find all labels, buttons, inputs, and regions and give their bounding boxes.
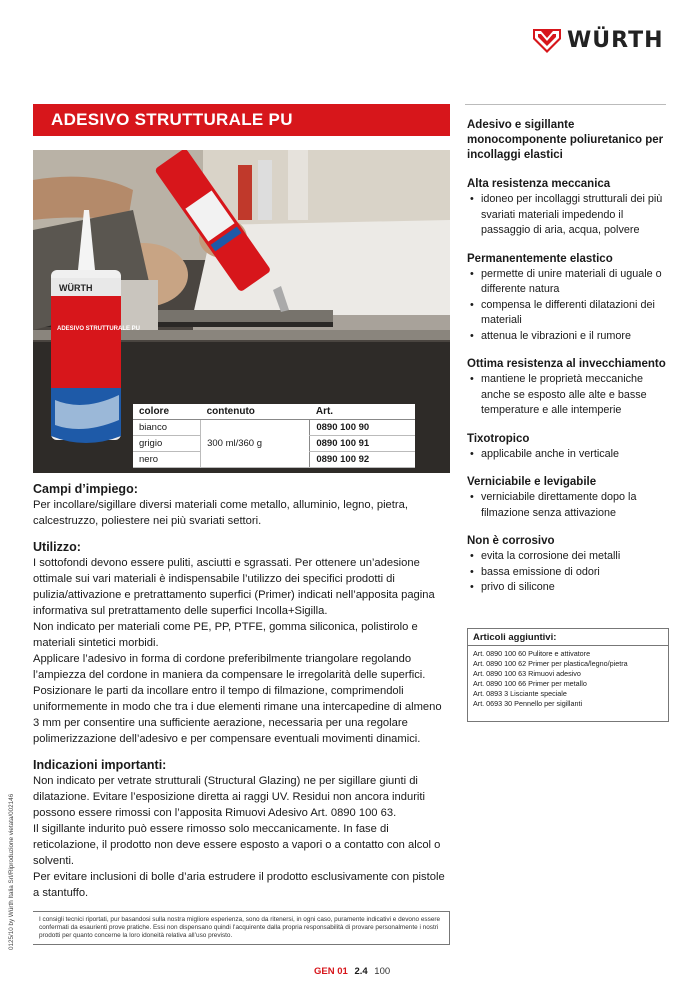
top-rule (465, 104, 666, 105)
row-art: 0890 100 91 (310, 436, 415, 452)
feature-item: • mantiene le proprietà meccaniche anche se esposto alle alte e basse temperature e alle intemperie (467, 372, 667, 419)
header-contenuto: contenuto (201, 404, 310, 420)
cartridge-brand: WÜRTH (59, 283, 93, 293)
row-colore: grigio (133, 436, 201, 452)
list-item: Art. 0893 3 Lisciante speciale (473, 689, 567, 698)
wurth-logo (533, 28, 664, 53)
feature-heading: Non è corrosivo (467, 535, 555, 547)
row-colore: bianco (133, 420, 201, 436)
title-bar (33, 104, 450, 136)
feature-heading: Ottima resistenza al invecchiamento (467, 358, 666, 370)
campi-text: Per incollare/sigillare diversi materiali come metallo, alluminio, legno, pietra, calcestruzzo, poliestere nei più svariati settori. (33, 499, 408, 527)
feature-block (467, 252, 667, 345)
feature-block (467, 177, 667, 239)
spec-table (133, 404, 415, 468)
right-column (467, 118, 667, 609)
feature-item: • evita la corrosione dei metalli (467, 549, 667, 565)
list-item: Art. 0890 100 62 Primer per plastica/legno/pietra (473, 659, 628, 668)
indicazioni-paragraph: Per evitare inclusioni di bolle d’aria estrudere il prodotto esclusivamente con pistole a stantuffo. (33, 871, 445, 899)
articoli-heading: Articoli aggiuntivi: (468, 629, 668, 646)
feature-block (467, 534, 667, 596)
table-row (133, 420, 415, 436)
row-art: 0890 100 90 (310, 420, 415, 436)
product-intro: Adesivo e sigillante monocomponente poliuretanico per incollaggi elastici (467, 119, 664, 161)
feature-heading: Permanentemente elastico (467, 252, 613, 265)
indicazioni-heading: Indicazioni importanti: (33, 758, 167, 772)
feature-item: • verniciabile direttamente dopo la filmazione senza attivazione (467, 490, 667, 521)
section-number: 2.4 (354, 966, 368, 977)
spec-table-header (133, 404, 415, 420)
feature-block (467, 432, 667, 463)
cartridge-label: ADESIVO STRUTTURALE PU (57, 326, 141, 332)
page-index: 100 (374, 966, 391, 977)
list-item: Art. 0890 100 60 Pulitore e attivatore (473, 649, 591, 658)
copyright-note: 0125/10 by Würth Italia Srl/Riproduzione vietata/002146 (8, 793, 15, 950)
utilizzo-paragraph: Applicare l’adesivo in forma di cordone preferibilmente triangolare regolando l’ampiezza del cordone in maniera da compensare le irregolarità delle superfici. Posizionare le parti da incollare entro il tempo di filmazione, comprimendoli uniformemente in modo che tra i due elementi rimane una intercapedine di almeno 3 mm per consentire una sufficiente aerazione, necessaria per una regolare polimerizzazione dell’adesivo e per compensare eventuali movimenti dinamici. (33, 653, 442, 745)
wurth-logo-icon (533, 29, 561, 53)
feature-block (467, 357, 667, 419)
list-item: Art. 0890 100 66 Primer per metallo (473, 679, 587, 688)
feature-heading: Alta resistenza meccanica (467, 178, 611, 190)
row-colore: nero (133, 452, 201, 468)
header-colore: colore (133, 404, 201, 420)
utilizzo-paragraph: I sottofondi devono essere puliti, asciutti e sgrassati. Per ottenere un’adesione ottimale sui vari materiali è indispensabile l’utilizzo dei specifici prodotti di pulizia/attivazione e pretrattamento superfici (Primer) indicati nell’apposita pagina informativa sul pretrattamento delle superfici Incolla+Sigilla. (33, 557, 435, 617)
feature-item: • attenua le vibrazioni e il rumore (467, 329, 667, 345)
row-art: 0890 100 92 (310, 452, 415, 468)
section-indicazioni (33, 757, 450, 901)
header-art: Art. (310, 404, 415, 420)
feature-block (467, 475, 667, 521)
list-item: Art. 0693 30 Pennello per sigillanti (473, 699, 583, 708)
brand-name: WÜRTH (567, 28, 664, 53)
feature-heading: Verniciabile e levigabile (467, 476, 597, 488)
feature-item: • permette di unire materiali di uguale o differente natura (467, 267, 667, 298)
utilizzo-heading: Utilizzo: (33, 540, 81, 554)
section-code: GEN 01 (314, 966, 348, 977)
row-contenuto: 300 ml/360 g (201, 420, 310, 468)
campi-heading: Campi d’impiego: (33, 482, 138, 496)
feature-item: • compensa le differenti dilatazioni dei materiali (467, 298, 667, 329)
articoli-box (467, 628, 669, 722)
page-number (314, 966, 390, 977)
indicazioni-paragraph: Non indicato per vetrate strutturali (Structural Glazing) ne per sigillare giunti di dilatazione. Evitare l’esposizione diretta ai raggi UV. Residui non ancora induriti possono essere rimossi con l’apposita Rimuovi Adesivo Art. 0890 100 63. (33, 775, 425, 819)
list-item: Art. 0890 100 63 Rimuovi adesivo (473, 669, 581, 678)
feature-item: • bassa emissione di odori (467, 565, 667, 581)
feature-heading: Tixotropico (467, 432, 530, 445)
section-utilizzo (33, 539, 450, 747)
indicazioni-paragraph: Il sigillante indurito può essere rimosso solo meccanicamente. In fase di reticolazione, il prodotto non deve essere esposto a vapori o a contatto con alcol o solventi. (33, 823, 441, 867)
articoli-list (468, 646, 668, 712)
feature-item: • idoneo per incollaggi strutturali dei più svariati materiali impedendo il passaggio di aria, acqua, polvere (467, 192, 667, 239)
disclaimer-footnote: I consigli tecnici riportati, pur basandosi sulla nostra migliore esperienza, sono da ritenersi, in ogni caso, puramente indicativi e devono essere confermati da esaurienti prove pratiche. Essi non dispensano quindi l’acquirente dalla propria responsabilità di provare personalmente i nostri prodotti per quanto concerne la loro idoneità relativa all’uso previsto. (33, 911, 450, 945)
feature-item: • applicabile anche in verticale (467, 447, 667, 463)
left-column (33, 481, 450, 911)
feature-item: • privo di silicone (467, 580, 667, 596)
utilizzo-paragraph: Non indicato per materiali come PE, PP, PTFE, gomma siliconica, polistirolo e materiali sintetici morbidi. (33, 621, 418, 649)
section-campi (33, 481, 450, 529)
page-title: ADESIVO STRUTTURALE PU (51, 110, 293, 129)
